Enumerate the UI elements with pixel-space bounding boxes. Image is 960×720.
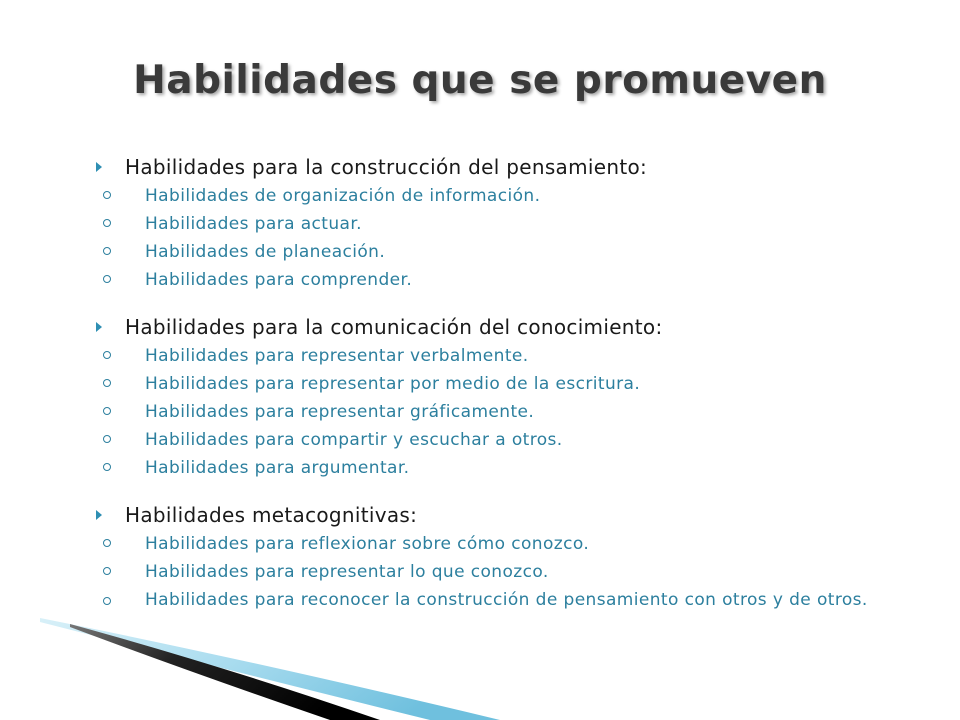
list-item <box>96 454 916 482</box>
list-item <box>96 558 916 586</box>
section-metacognitive <box>96 500 916 611</box>
page-title: Habilidades que se promueven <box>133 58 827 103</box>
section-knowledge-communication <box>96 312 916 482</box>
ring-bullet-icon <box>103 597 111 605</box>
ring-bullet-icon <box>103 435 111 443</box>
list-item <box>96 370 916 398</box>
arrow-right-icon <box>96 322 102 332</box>
ring-bullet-icon <box>103 191 111 199</box>
list-item-text: Habilidades de organización de información. <box>145 186 541 206</box>
list-item-text: Habilidades para representar por medio de la escritura. <box>145 374 641 394</box>
ring-bullet-icon <box>103 539 111 547</box>
list-item <box>96 238 916 266</box>
ring-bullet-icon <box>103 379 111 387</box>
list-item <box>96 586 916 611</box>
section-heading-text: Habilidades para la comunicación del conocimiento: <box>125 315 663 339</box>
list-item-text: Habilidades para reconocer la construcción de pensamiento con otros y de otros. <box>145 590 868 610</box>
list-item <box>96 266 916 294</box>
ring-bullet-icon <box>103 247 111 255</box>
list-item-text: Habilidades para comprender. <box>145 270 413 290</box>
list-item-text: Habilidades para representar verbalmente. <box>145 346 529 366</box>
section-heading-text: Habilidades para la construcción del pensamiento: <box>125 155 648 179</box>
list-item-text: Habilidades de planeación. <box>145 242 386 262</box>
sub-list <box>96 182 916 294</box>
ring-bullet-icon <box>103 351 111 359</box>
list-item-text: Habilidades para representar gráficamente. <box>145 402 535 422</box>
ring-bullet-icon <box>103 219 111 227</box>
section-heading <box>96 312 916 342</box>
list-item-text: Habilidades para compartir y escuchar a otros. <box>145 430 563 450</box>
list-item <box>96 182 916 210</box>
list-item <box>96 426 916 454</box>
swoosh-blue-band <box>40 618 500 720</box>
skills-content <box>96 152 916 629</box>
list-item <box>96 342 916 370</box>
section-heading <box>96 152 916 182</box>
section-heading <box>96 500 916 530</box>
ring-bullet-icon <box>103 407 111 415</box>
swoosh-dark-band <box>70 624 380 720</box>
sub-list <box>96 530 916 611</box>
list-item-text: Habilidades para reflexionar sobre cómo conozco. <box>145 534 590 554</box>
sub-list <box>96 342 916 482</box>
arrow-right-icon <box>96 510 102 520</box>
section-heading-text: Habilidades metacognitivas: <box>125 503 418 527</box>
ring-bullet-icon <box>103 275 111 283</box>
section-thinking-construction <box>96 152 916 294</box>
list-item-text: Habilidades para argumentar. <box>145 458 410 478</box>
ring-bullet-icon <box>103 567 111 575</box>
list-item-text: Habilidades para representar lo que conozco. <box>145 562 549 582</box>
ring-bullet-icon <box>103 463 111 471</box>
list-item <box>96 398 916 426</box>
list-item-text: Habilidades para actuar. <box>145 214 362 234</box>
arrow-right-icon <box>96 162 102 172</box>
list-item <box>96 210 916 238</box>
list-item <box>96 530 916 558</box>
